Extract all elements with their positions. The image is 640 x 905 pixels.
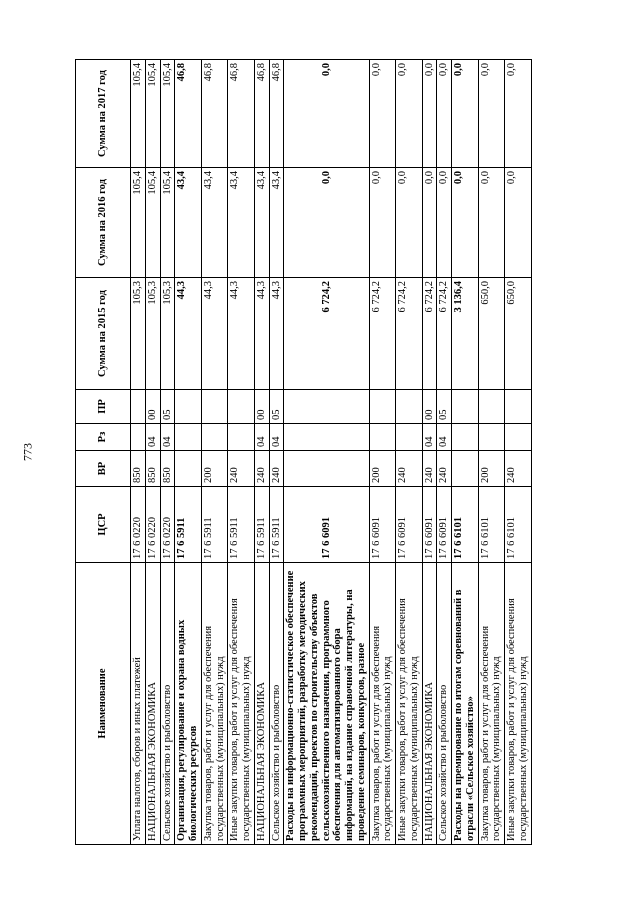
cell-rz: 04: [422, 424, 437, 451]
cell-rz: 04: [145, 424, 160, 451]
cell-2015: 44,3: [254, 278, 269, 390]
cell-pr: [284, 390, 369, 424]
cell-2016: 43,4: [201, 168, 228, 278]
cell-name: Иные закупки товаров, работ и услуг для обеспечения государственных (муниципальных) нужд: [228, 563, 255, 845]
cell-2016: 0,0: [505, 168, 532, 278]
cell-csr: 17 6 6091: [369, 487, 396, 563]
cell-2017: 105,4: [131, 60, 146, 168]
table-row: [396, 60, 423, 845]
cell-2016: 0,0: [437, 168, 452, 278]
header-2017: Сумма на 2017 год: [76, 60, 131, 168]
cell-rz: [505, 424, 532, 451]
cell-2017: 0,0: [422, 60, 437, 168]
cell-pr: 00: [422, 390, 437, 424]
cell-name: НАЦИОНАЛЬНАЯ ЭКОНОМИКА: [254, 563, 269, 845]
header-csr: ЦСР: [76, 487, 131, 563]
cell-2017: 46,8: [254, 60, 269, 168]
table-body: [131, 60, 532, 845]
cell-2015: 650,0: [478, 278, 505, 390]
cell-rz: [396, 424, 423, 451]
cell-2016: 43,4: [175, 168, 202, 278]
cell-pr: [396, 390, 423, 424]
cell-name: НАЦИОНАЛЬНАЯ ЭКОНОМИКА: [145, 563, 160, 845]
cell-2017: 0,0: [452, 60, 479, 168]
cell-2015: 650,0: [505, 278, 532, 390]
table-row: [131, 60, 146, 845]
cell-vr: 850: [131, 451, 146, 487]
cell-2017: 0,0: [437, 60, 452, 168]
cell-2015: 6 724,2: [437, 278, 452, 390]
cell-2015: 3 136,4: [452, 278, 479, 390]
cell-rz: [131, 424, 146, 451]
cell-csr: 17 6 6091: [284, 487, 369, 563]
cell-vr: [284, 451, 369, 487]
table-row: [505, 60, 532, 845]
table-row: [254, 60, 269, 845]
header-pr: ПР: [76, 390, 131, 424]
cell-2015: 44,3: [201, 278, 228, 390]
cell-2017: 0,0: [478, 60, 505, 168]
table-row: [175, 60, 202, 845]
cell-2017: 46,8: [201, 60, 228, 168]
cell-vr: 240: [254, 451, 269, 487]
table-row: [201, 60, 228, 845]
cell-csr: 17 6 6101: [452, 487, 479, 563]
cell-2017: 0,0: [396, 60, 423, 168]
cell-2015: 105,3: [131, 278, 146, 390]
table-row: [160, 60, 175, 845]
cell-csr: 17 6 6091: [422, 487, 437, 563]
cell-pr: [369, 390, 396, 424]
cell-vr: 240: [396, 451, 423, 487]
cell-2015: 6 724,2: [284, 278, 369, 390]
cell-name: Сельское хозяйство и рыболовство: [160, 563, 175, 845]
cell-vr: [175, 451, 202, 487]
cell-csr: 17 6 0220: [145, 487, 160, 563]
cell-name: Сельское хозяйство и рыболовство: [269, 563, 284, 845]
cell-rz: 04: [437, 424, 452, 451]
cell-2015: 6 724,2: [369, 278, 396, 390]
cell-2016: 0,0: [396, 168, 423, 278]
cell-vr: 240: [269, 451, 284, 487]
cell-rz: [201, 424, 228, 451]
table-row: [369, 60, 396, 845]
header-2016: Сумма на 2016 год: [76, 168, 131, 278]
header-rz: Рз: [76, 424, 131, 451]
cell-csr: 17 6 6101: [505, 487, 532, 563]
cell-name: Закупка товаров, работ и услуг для обеспечения государственных (муниципальных) нужд: [478, 563, 505, 845]
table-row: [284, 60, 369, 845]
cell-2016: 0,0: [369, 168, 396, 278]
cell-pr: 00: [145, 390, 160, 424]
cell-vr: 200: [369, 451, 396, 487]
table-row: [145, 60, 160, 845]
page-number: 773: [20, 443, 35, 461]
cell-name: Иные закупки товаров, работ и услуг для обеспечения государственных (муниципальных) нужд: [505, 563, 532, 845]
cell-2017: 0,0: [369, 60, 396, 168]
cell-2016: 43,4: [228, 168, 255, 278]
cell-pr: [131, 390, 146, 424]
cell-2015: 6 724,2: [422, 278, 437, 390]
table-row: [437, 60, 452, 845]
table-row: [452, 60, 479, 845]
cell-vr: 240: [437, 451, 452, 487]
cell-pr: [228, 390, 255, 424]
cell-2016: 105,4: [145, 168, 160, 278]
cell-2016: 105,4: [160, 168, 175, 278]
cell-2017: 0,0: [284, 60, 369, 168]
cell-2017: 105,4: [145, 60, 160, 168]
cell-csr: 17 6 0220: [160, 487, 175, 563]
cell-csr: 17 6 5911: [254, 487, 269, 563]
cell-2017: 46,8: [269, 60, 284, 168]
cell-vr: 850: [160, 451, 175, 487]
cell-2017: 46,8: [175, 60, 202, 168]
cell-csr: 17 6 5911: [269, 487, 284, 563]
cell-csr: 17 6 6091: [437, 487, 452, 563]
cell-vr: [452, 451, 479, 487]
cell-name: Расходы на информационно-статистическое обеспечение программных мероприятий, разработку методических рекомендаций, проектов по строительству объектов сельскохозяйственного назначения, программного обеспечения для автоматизированного сбора информаций, на издание справочной литературы, на проведение семинаров, конкурсов, разное: [284, 563, 369, 845]
cell-csr: 17 6 6091: [396, 487, 423, 563]
cell-vr: 850: [145, 451, 160, 487]
cell-rz: [369, 424, 396, 451]
cell-2016: 43,4: [269, 168, 284, 278]
table-row: [228, 60, 255, 845]
cell-pr: 05: [437, 390, 452, 424]
cell-name: Расходы на премирование по итогам соревнований в отрасли «Сельское хозяйство»: [452, 563, 479, 845]
cell-pr: [201, 390, 228, 424]
cell-vr: 240: [422, 451, 437, 487]
cell-pr: [452, 390, 479, 424]
cell-2015: 6 724,2: [396, 278, 423, 390]
cell-pr: 05: [269, 390, 284, 424]
cell-2015: 44,3: [228, 278, 255, 390]
table-row: [478, 60, 505, 845]
cell-2015: 105,3: [145, 278, 160, 390]
cell-pr: [505, 390, 532, 424]
cell-csr: 17 6 5911: [201, 487, 228, 563]
cell-csr: 17 6 0220: [131, 487, 146, 563]
cell-rz: [452, 424, 479, 451]
cell-pr: 05: [160, 390, 175, 424]
cell-rz: 04: [269, 424, 284, 451]
cell-name: Организация, регулирование и охрана водных биологических ресурсов: [175, 563, 202, 845]
cell-2016: 0,0: [452, 168, 479, 278]
rotated-page: [75, 60, 597, 845]
table-row: [422, 60, 437, 845]
header-name: Наименование: [76, 563, 131, 845]
cell-vr: 240: [505, 451, 532, 487]
cell-2016: 43,4: [254, 168, 269, 278]
cell-2016: 105,4: [131, 168, 146, 278]
cell-rz: [284, 424, 369, 451]
cell-rz: [228, 424, 255, 451]
cell-2016: 0,0: [284, 168, 369, 278]
cell-pr: [175, 390, 202, 424]
cell-2017: 46,8: [228, 60, 255, 168]
cell-rz: 04: [254, 424, 269, 451]
cell-2015: 44,3: [175, 278, 202, 390]
cell-2015: 105,3: [160, 278, 175, 390]
cell-csr: 17 6 5911: [175, 487, 202, 563]
cell-name: Уплата налогов, сборов и иных платежей: [131, 563, 146, 845]
cell-2016: 0,0: [478, 168, 505, 278]
cell-name: НАЦИОНАЛЬНАЯ ЭКОНОМИКА: [422, 563, 437, 845]
cell-pr: [478, 390, 505, 424]
cell-pr: 00: [254, 390, 269, 424]
header-2015: Сумма на 2015 год: [76, 278, 131, 390]
cell-vr: 200: [201, 451, 228, 487]
cell-name: Закупка товаров, работ и услуг для обеспечения государственных (муниципальных) нужд: [201, 563, 228, 845]
cell-name: Сельское хозяйство и рыболовство: [437, 563, 452, 845]
cell-csr: 17 6 6101: [478, 487, 505, 563]
cell-vr: 200: [478, 451, 505, 487]
cell-vr: 240: [228, 451, 255, 487]
header-vr: ВР: [76, 451, 131, 487]
cell-name: Закупка товаров, работ и услуг для обеспечения государственных (муниципальных) нужд: [369, 563, 396, 845]
cell-rz: [478, 424, 505, 451]
cell-2016: 0,0: [422, 168, 437, 278]
cell-name: Иные закупки товаров, работ и услуг для обеспечения государственных (муниципальных) нужд: [396, 563, 423, 845]
cell-2015: 44,3: [269, 278, 284, 390]
cell-csr: 17 6 5911: [228, 487, 255, 563]
cell-2017: 0,0: [505, 60, 532, 168]
cell-rz: 04: [160, 424, 175, 451]
table-row: [269, 60, 284, 845]
cell-2017: 105,4: [160, 60, 175, 168]
header-row: [76, 60, 131, 845]
cell-rz: [175, 424, 202, 451]
budget-table: [75, 59, 532, 845]
